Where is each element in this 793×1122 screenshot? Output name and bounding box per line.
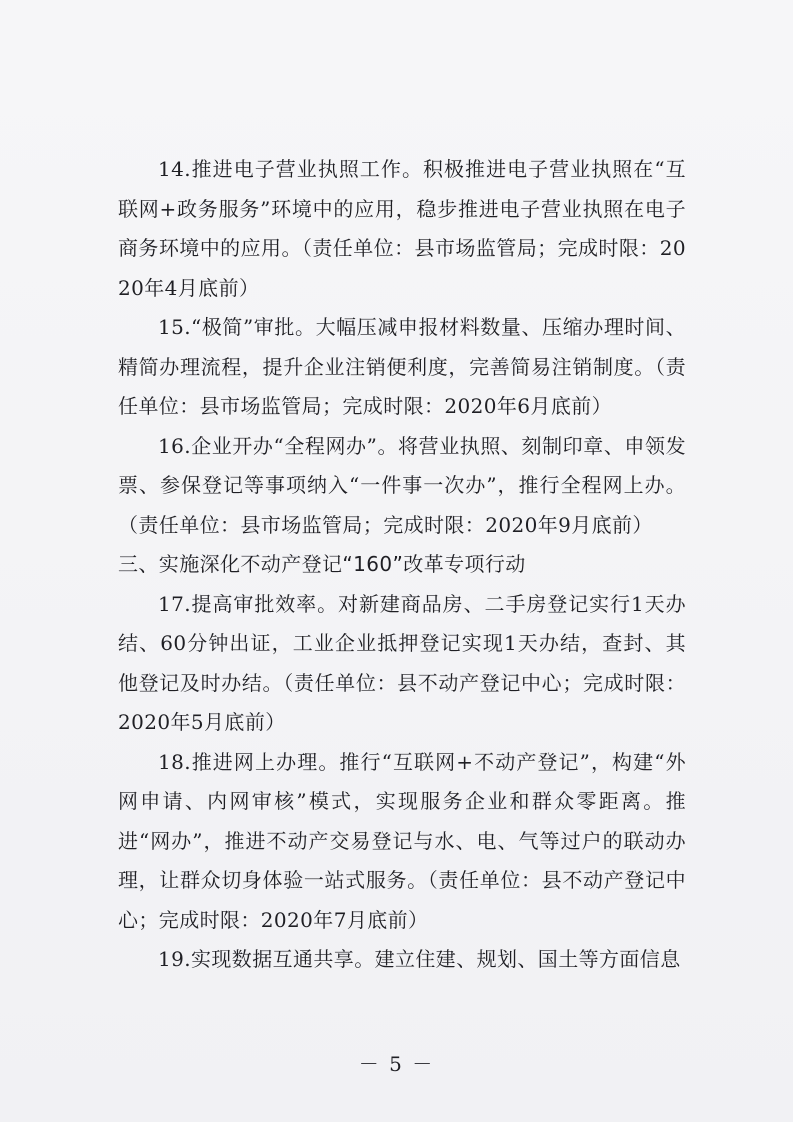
paragraph-item-17: 17.提高审批效率。对新建商品房、二手房登记实行1天办结、60分钟出证，工业企业抵押登记实现1天办结，查封、其他登记及时办结。（责任单位：县不动产登记中心；完成时限：2020年5月底前） (118, 591, 686, 734)
paragraph-item-14: 14.推进电子营业执照工作。积极推进电子营业执照在“互联网+政务服务”环境中的应用，稳步推进电子营业执照在电子商务环境中的应用。（责任单位：县市场监管局；完成时限：2020年4月底前） (118, 157, 686, 300)
section-heading-3: 三、实施深化不动产登记“160”改革专项行动 (118, 552, 526, 576)
paragraph-item-19: 19.实现数据互通共享。建立住建、规划、国土等方面信息 (158, 947, 681, 971)
page-number: － 5 － (358, 1052, 435, 1076)
paragraph-item-16: 16.企业开办“全程网办”。将营业执照、刻制印章、申领发票、参保登记等事项纳入“一件事一次办”，推行全程网上办。（责任单位：县市场监管局；完成时限：2020年9月底前） (118, 433, 686, 537)
document-body (118, 150, 686, 980)
paragraph-item-15: 15.“极简”审批。大幅压减申报材料数量、压缩办理时间、精简办理流程，提升企业注销便利度，完善简易注销制度。（责任单位：县市场监管局；完成时限：2020年6月底前） (118, 315, 686, 418)
paragraph-item-18: 18.推进网上办理。推行“互联网+不动产登记”，构建“外网申请、内网审核”模式，实现服务企业和群众零距离。推进“网办”，推进不动产交易登记与水、电、气等过户的联动办理，让群众切身体验一站式服务。（责任单位：县不动产登记中心；完成时限：2020年7月底前） (118, 749, 686, 932)
